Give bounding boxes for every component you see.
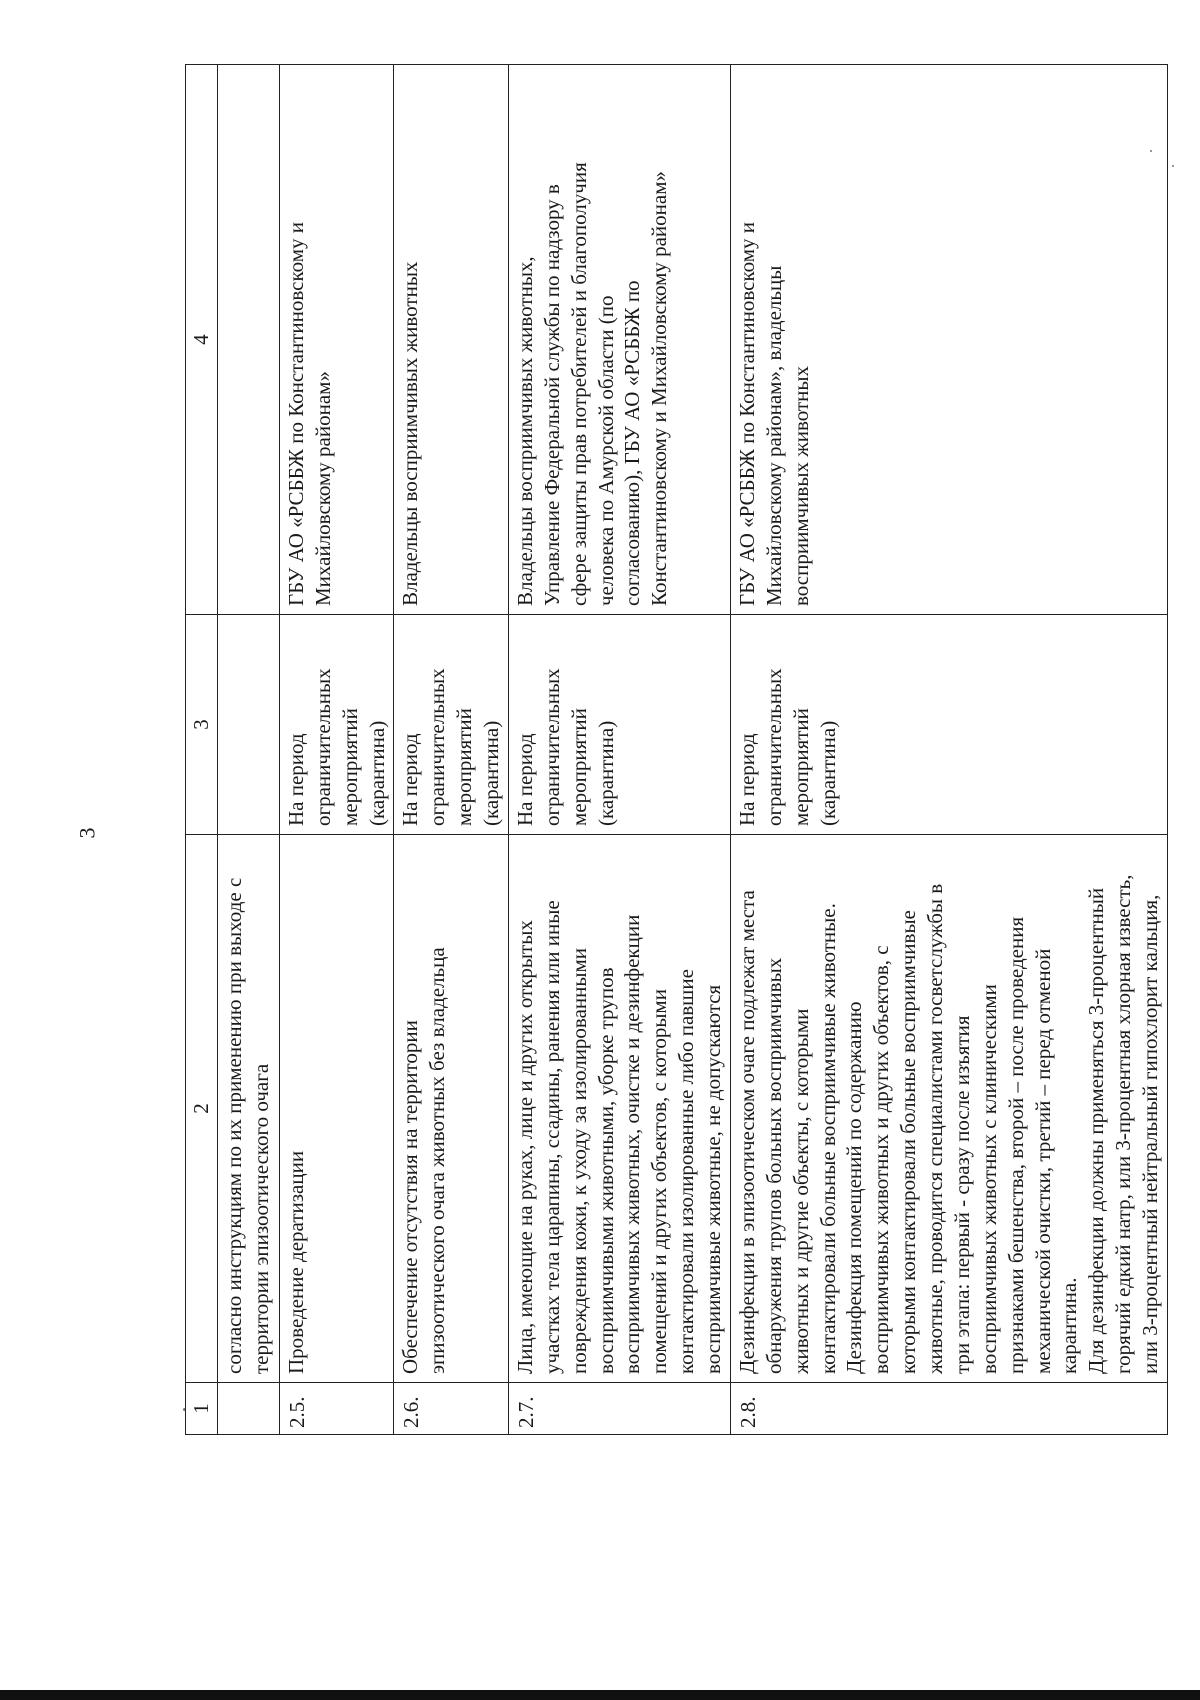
scan-speck xyxy=(1172,165,1174,167)
column-header-1: 1 xyxy=(186,1383,218,1435)
row-number: 2.8. xyxy=(730,1383,1167,1435)
row-number: 2.6. xyxy=(394,1383,509,1435)
term-cell xyxy=(217,615,279,835)
term-cell: На период ограничительных мероприятий (карантина) xyxy=(279,615,394,835)
column-header-3: 3 xyxy=(186,615,218,835)
term-cell: На период ограничительных мероприятий (карантина) xyxy=(394,615,509,835)
responsible-cell: ГБУ АО «РСББЖ по Константиновскому и Михайловскому районам», владельцы восприимчивых животных xyxy=(730,65,1167,615)
table-row xyxy=(217,65,279,1435)
responsible-cell: ГБУ АО «РСББЖ по Константиновскому и Михайловскому районам» xyxy=(279,65,394,615)
column-header-2: 2 xyxy=(186,835,218,1383)
term-cell: На период ограничительных мероприятий (карантина) xyxy=(730,615,1167,835)
page-number: 3 xyxy=(74,827,100,839)
measure-cell: Проведение дератизации xyxy=(279,835,394,1383)
scan-bottom-edge xyxy=(0,1690,1200,1700)
row-number xyxy=(217,1383,279,1435)
term-cell: На период ограничительных мероприятий (карантина) xyxy=(508,615,730,835)
column-header-4: 4 xyxy=(186,65,218,615)
responsible-cell: Владельцы восприимчивых животных, Управление Федеральной службы по надзору в сфере защиты прав потребителей и благополучия человека по Амурской области (по согласованию), ГБУ АО «РСББЖ по Константиновскому и Михайловскому районам» xyxy=(508,65,730,615)
rotated-table-container xyxy=(185,65,1162,1435)
table-header-row xyxy=(186,65,218,1435)
responsible-cell xyxy=(217,65,279,615)
row-number: 2.5. xyxy=(279,1383,394,1435)
row-number: 2.7. xyxy=(508,1383,730,1435)
responsible-cell: Владельцы восприимчивых животных xyxy=(394,65,509,615)
measure-cell: согласно инструкциям по их применению при выходе с территории эпизоотического очага xyxy=(217,835,279,1383)
table-row xyxy=(279,65,394,1435)
measure-cell: Обеспечение отсутствия на территории эпизоотического очага животных без владельца xyxy=(394,835,509,1383)
measures-table xyxy=(185,64,1168,1435)
table-row xyxy=(394,65,509,1435)
table-row xyxy=(508,65,730,1435)
measure-cell: Дезинфекции в эпизоотическом очаге подлежат места обнаружения трупов больных восприимчивых животных и другие объекты, с которыми контактировали больные восприимчивые животные. Дезинфекция помещений по содержанию восприимчивых животных и других объектов, с которыми контактировали больные восприимчивые животные, проводится специалистами госветслужбы в три этапа: первый - сразу после изъятия восприимчивых животных с клиническими признаками бешенства, второй – после проведения механической очистки, третий – перед отменой карантина. Для дезинфекции должны применяться 3-процентный горячий едкий натр, или 3-процентная хлорная известь, или 3-процентный нейтральный гипохлорит кальция, xyxy=(730,835,1167,1383)
table-row xyxy=(730,65,1167,1435)
measure-cell: Лица, имеющие на руках, лице и других открытых участках тела царапины, ссадины, ранения или иные повреждения кожи, к уходу за изолированными восприимчивыми животными, уборке трупов восприимчивых животных, очистке и дезинфекции помещений и других объектов, с которыми контактировали изолированные либо павшие восприимчивые животные, не допускаются xyxy=(508,835,730,1383)
